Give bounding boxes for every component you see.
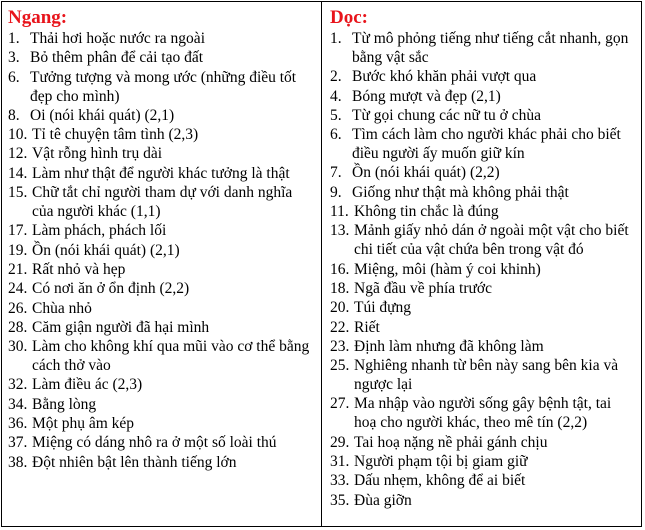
- clue-item: [8, 183, 315, 221]
- clue-item: [8, 299, 315, 318]
- clue-number: 22.: [330, 318, 350, 336]
- clue-item: [8, 48, 315, 67]
- clue-text: Rất nhỏ và hẹp: [32, 260, 126, 278]
- clue-item: [8, 125, 315, 144]
- clue-number: 1.: [8, 30, 20, 47]
- clue-number: 34.: [8, 395, 28, 413]
- clue-text: Riết: [354, 318, 380, 336]
- clue-number: 12.: [8, 145, 28, 163]
- clue-number: 33.: [330, 472, 350, 490]
- clue-number: 6.: [330, 126, 342, 144]
- clue-item: [330, 298, 635, 317]
- clue-item: [330, 394, 635, 432]
- clue-number: 32.: [8, 376, 28, 394]
- clue-text: Tìm cách làm cho người khác phải cho biết điều người ấy muốn giữ kín: [352, 126, 621, 163]
- clue-number: 18.: [330, 279, 350, 297]
- clue-number: 28.: [8, 318, 28, 336]
- clue-text: Thải hơi hoặc nước ra ngoài: [30, 30, 205, 47]
- clue-item: [8, 68, 315, 106]
- down-column: [322, 2, 641, 526]
- clue-item: [330, 106, 635, 125]
- clue-text: Ồn (nói khái quát) (2,2): [352, 164, 500, 182]
- clue-text: Định làm nhưng đã không làm: [354, 337, 544, 355]
- clue-number: 23.: [330, 337, 350, 355]
- clue-item: [8, 29, 315, 48]
- clue-number: 31.: [330, 453, 350, 471]
- clue-number: 10.: [8, 126, 28, 144]
- clue-number: 24.: [8, 280, 28, 298]
- clue-number: 6.: [8, 68, 20, 86]
- clue-table: [1, 1, 642, 527]
- clue-text: Đùa giỡn: [354, 491, 412, 509]
- clue-number: 35.: [330, 491, 350, 509]
- clue-text: Bằng lòng: [32, 395, 97, 413]
- clue-item: [330, 125, 635, 163]
- clue-text: Chữ tắt chỉ người tham dự với danh nghĩa của người khác (1,1): [32, 184, 293, 221]
- clue-item: [8, 279, 315, 298]
- clue-item: [8, 106, 315, 125]
- clue-text: Làm như thật để người khác tưởng là thật: [32, 164, 290, 182]
- clue-number: 19.: [8, 241, 28, 259]
- across-column: [2, 2, 322, 526]
- clue-text: Ồn (nói khái quát) (2,1): [32, 241, 180, 259]
- clue-item: [330, 337, 635, 356]
- clue-item: [330, 471, 635, 490]
- clue-text: Nghiêng nhanh từ bên này sang bên kia và ngược lại: [354, 357, 619, 394]
- clue-item: [8, 395, 315, 414]
- clue-number: 38.: [8, 453, 28, 471]
- clue-item: [8, 164, 315, 183]
- clue-item: [8, 337, 315, 375]
- clue-number: 29.: [330, 433, 350, 451]
- clue-item: [330, 491, 635, 510]
- clue-text: Một phụ âm kép: [32, 415, 135, 433]
- clue-number: 9.: [330, 183, 342, 201]
- clue-number: 16.: [330, 260, 350, 278]
- clue-text: Từ mô phỏng tiếng như tiếng cắt nhanh, gọn bằng vật sắc: [352, 30, 629, 66]
- clue-item: [330, 183, 635, 202]
- clue-text: Ma nhập vào người sống gây bệnh tật, tai hoạ cho người khác, theo mê tín (2,2): [354, 395, 612, 432]
- clue-number: 37.: [8, 434, 28, 452]
- clue-text: Giống như thật mà không phải thật: [352, 183, 569, 201]
- clue-number: 17.: [8, 222, 28, 240]
- clue-text: Làm phách, phách lối: [32, 222, 167, 240]
- clue-number: 14.: [8, 164, 28, 182]
- clue-text: Tỉ tê chuyện tâm tình (2,3): [32, 126, 199, 144]
- clue-text: Bỏ thêm phân để cải tạo đất: [30, 49, 204, 67]
- clue-text: Không tin chắc là đúng: [354, 203, 499, 221]
- clue-item: [8, 241, 315, 260]
- clue-number: 26.: [8, 299, 28, 317]
- clue-number: 25.: [330, 357, 350, 375]
- clue-item: [330, 433, 635, 452]
- clue-number: 13.: [330, 222, 350, 240]
- clue-text: Chùa nhỏ: [32, 299, 92, 317]
- clue-text: Có nơi ăn ở ổn định (2,2): [32, 280, 190, 298]
- clue-number: 3.: [8, 49, 20, 67]
- clue-item: [330, 452, 635, 471]
- clue-text: Bước khó khăn phải vượt qua: [352, 68, 537, 86]
- clue-number: 27.: [330, 395, 350, 413]
- clue-text: Oi (nói khái quát) (2,1): [30, 106, 175, 124]
- clue-text: Tai hoạ nặng nề phải gánh chịu: [354, 433, 548, 451]
- clue-item: [330, 356, 635, 394]
- clue-item: [8, 318, 315, 337]
- clue-item: [330, 318, 635, 337]
- clue-item: [8, 375, 315, 394]
- clue-number: 11.: [330, 203, 349, 221]
- clue-text: Đột nhiên bật lên thành tiếng lớn: [32, 453, 237, 471]
- clue-text: Làm cho không khí qua mũi vào cơ thể bằng cách thở vào: [32, 338, 310, 375]
- across-clue-list: [8, 29, 315, 472]
- clue-item: [330, 260, 635, 279]
- clue-text: Miệng, môi (hàm ý coi khinh): [354, 260, 541, 278]
- clue-item: [330, 202, 635, 221]
- clue-text: Từ gọi chung các nữ tu ở chùa: [352, 106, 541, 124]
- clue-number: 21.: [8, 260, 28, 278]
- clue-number: 1.: [330, 30, 342, 47]
- clue-item: [8, 433, 315, 452]
- clue-text: Ngã đầu về phía trước: [354, 279, 492, 297]
- clue-number: 36.: [8, 415, 28, 433]
- clue-item: [8, 453, 315, 472]
- clue-item: [330, 221, 635, 259]
- clue-item: [330, 87, 635, 106]
- clue-text: Tưởng tượng và mong ước (những điều tốt đẹp cho mình): [30, 68, 297, 105]
- clue-text: Làm điều ác (2,3): [32, 376, 143, 394]
- clue-item: [330, 67, 635, 86]
- clue-text: Bóng mượt và đẹp (2,1): [352, 87, 501, 105]
- across-header: Ngang:: [8, 7, 68, 28]
- clue-text: Miệng có dáng nhô ra ở một số loài thú: [32, 434, 277, 452]
- clue-text: Túi đựng: [354, 299, 412, 317]
- clue-item: [8, 260, 315, 279]
- clue-item: [8, 414, 315, 433]
- clue-item: [8, 221, 315, 240]
- clue-number: 15.: [8, 184, 28, 202]
- clue-item: [330, 279, 635, 298]
- clue-number: 5.: [330, 106, 342, 124]
- down-header: Dọc:: [330, 7, 368, 28]
- clue-text: Vật rỗng hình trụ dài: [32, 145, 163, 163]
- clue-item: [330, 163, 635, 182]
- clue-number: 30.: [8, 338, 28, 356]
- clue-number: 7.: [330, 164, 342, 182]
- clue-number: 8.: [8, 106, 20, 124]
- clue-number: 4.: [330, 87, 342, 105]
- clue-text: Mảnh giấy nhỏ dán ở ngoài một vật cho biết chi tiết của vật chứa bên trong vật đó: [354, 222, 629, 259]
- clue-number: 20.: [330, 299, 350, 317]
- clue-text: Dấu nhẹm, không để ai biết: [354, 472, 526, 490]
- clue-text: Người phạm tội bị giam giữ: [354, 453, 528, 471]
- clue-item: [8, 144, 315, 163]
- clue-number: 2.: [330, 68, 342, 86]
- down-clue-list: [330, 29, 635, 510]
- clue-text: Căm giận người đã hại mình: [32, 318, 210, 336]
- clue-item: [330, 29, 635, 67]
